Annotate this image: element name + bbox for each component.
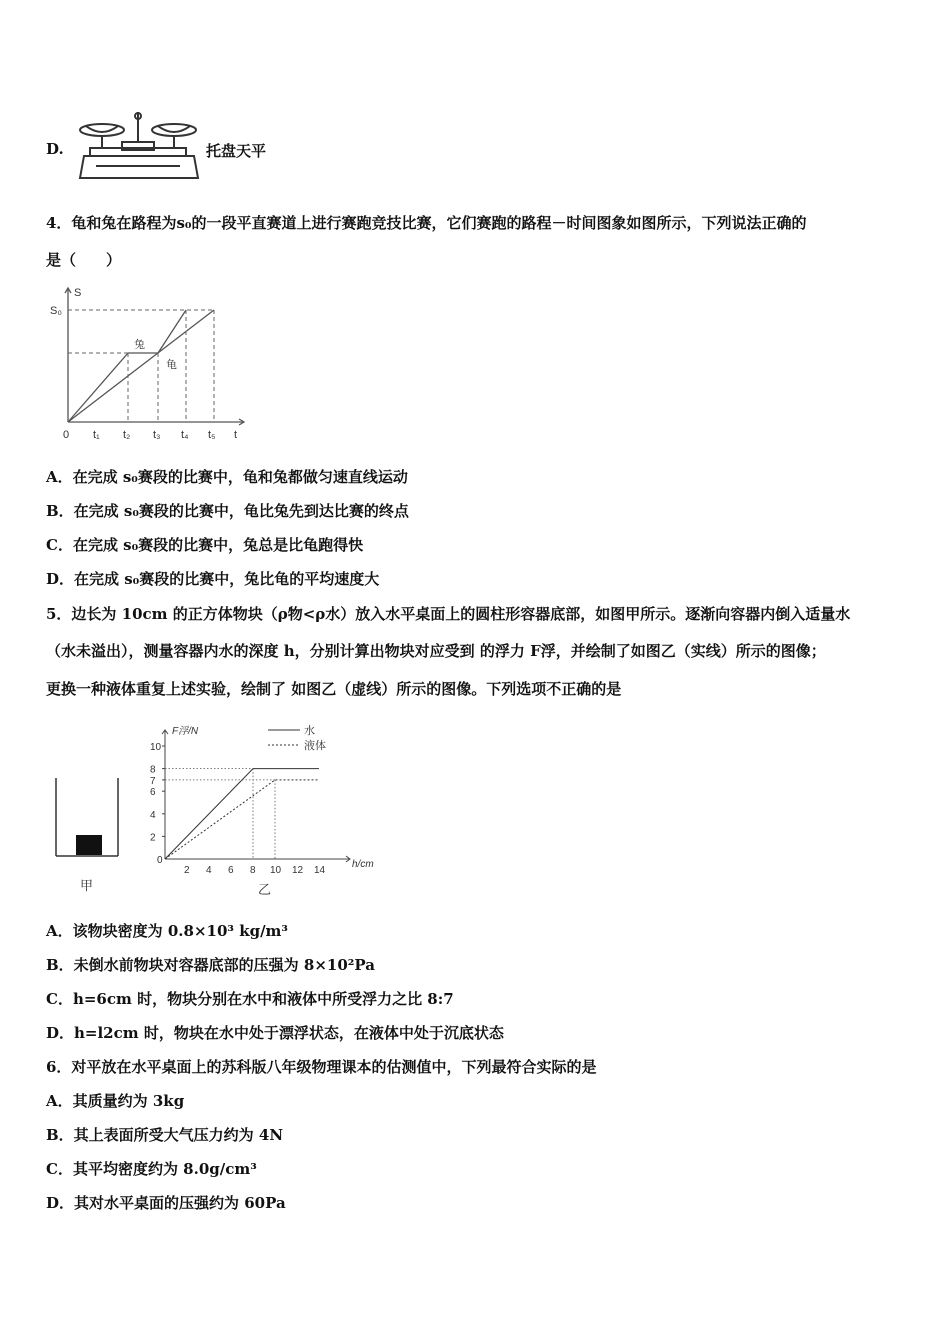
y-axis-label: S	[74, 287, 82, 299]
x-tick-t3: t₃	[153, 429, 161, 441]
q3-option-d	[46, 140, 64, 158]
q4-option-a: A．在完成 s₀赛段的比赛中，龟和兔都做匀速直线运动	[46, 468, 408, 486]
x-tick-label: 14	[314, 865, 326, 876]
fig-yi-label: 乙	[258, 882, 272, 897]
tortoise-label: 龟	[166, 359, 177, 371]
q5-option-c: C．h=6cm 时，物块分别在水中和液体中所受浮力之比 8:7	[46, 990, 454, 1008]
y-tick-label: 4	[150, 809, 156, 821]
y-tick-s0: S₀	[50, 305, 62, 317]
q4-stem-line2: 是（ ）	[46, 251, 122, 269]
q5-option-b: B．未倒水前物块对容器底部的压强为 8×10²Pa	[46, 956, 375, 974]
balance-figure	[76, 108, 202, 184]
tortoise-line	[68, 310, 214, 422]
fig-jia-label: 甲	[80, 878, 94, 893]
y-tick-label: 6	[150, 787, 156, 799]
x-axis-label: t	[234, 429, 238, 441]
q5-option-d: D．h=l2cm 时，物块在水中处于漂浮状态，在液体中处于沉底状态	[46, 1024, 504, 1042]
x-tick-t1: t₁	[93, 429, 100, 441]
x-tick-label: 8	[250, 865, 256, 876]
q4-st-graph	[46, 282, 256, 442]
q5-stem-line3: 更换一种液体重复上述实验，绘制了 如图乙（虚线）所示的图像。下列选项不正确的是	[46, 680, 622, 698]
q6-option-d: D．其对水平桌面的压强约为 60Pa	[46, 1194, 286, 1212]
q6-option-a: A．其质量约为 3kg	[46, 1092, 185, 1110]
fig-jia-container	[50, 772, 130, 902]
option-prefix: D.	[46, 140, 64, 158]
x-tick-label: 10	[270, 865, 282, 876]
origin-label: 0	[157, 855, 163, 866]
q6-option-c: C．其平均密度约为 8.0g/cm³	[46, 1160, 257, 1178]
q5-option-a: A．该物块密度为 0.8×10³ kg/m³	[46, 922, 288, 940]
x-tick-label: 4	[206, 865, 212, 876]
x-tick-label: 12	[292, 865, 304, 876]
cube-block	[76, 835, 102, 855]
y-tick-label: 8	[150, 764, 156, 776]
series-water-line	[165, 769, 319, 859]
q5-stem-line2: （水未溢出），测量容器内水的深度 h，分别计算出物块对应受到 的浮力 F浮，并绘制了如图乙（实线）所示的图像；	[46, 642, 826, 660]
rabbit-seg2	[158, 310, 186, 353]
x-tick-label: 6	[228, 865, 234, 876]
q6-stem: 6．对平放在水平桌面上的苏科版八年级物理课本的估测值中，下列最符合实际的是	[46, 1058, 597, 1076]
y-tick-label: 10	[150, 742, 162, 753]
rabbit-label: 兔	[134, 339, 145, 351]
balance-caption: 托盘天平	[206, 142, 267, 160]
rabbit-seg1	[68, 353, 128, 422]
q4-stem-line1: 4．龟和兔在路程为s₀的一段平直赛道上进行赛跑竞技比赛，它们赛跑的路程－时间图象如图所示，下列说法正确的	[46, 214, 807, 232]
q5-stem-line1: 5．边长为 10cm 的正方体物块（ρ物<ρ水）放入水平桌面上的圆柱形容器底部，如图甲所示。逐渐向容器内倒入适量水	[46, 605, 851, 623]
x-tick-t5: t₅	[208, 429, 216, 441]
fig-yi-chart	[140, 712, 390, 902]
x-axis-label: h/cm	[352, 859, 374, 870]
q4-option-b: B．在完成 s₀赛段的比赛中，龟比兔先到达比赛的终点	[46, 502, 409, 520]
y-axis-label: F浮/N	[172, 726, 199, 737]
q4-option-c: C．在完成 s₀赛段的比赛中，兔总是比龟跑得快	[46, 536, 364, 554]
y-tick-label: 7	[150, 775, 156, 787]
q6-option-b: B．其上表面所受大气压力约为 4N	[46, 1126, 284, 1144]
x-tick-t4: t₄	[181, 429, 189, 441]
x-tick-t2: t₂	[123, 429, 131, 441]
series-liquid-line	[165, 780, 319, 859]
q4-option-d: D．在完成 s₀赛段的比赛中，兔比龟的平均速度大	[46, 570, 380, 588]
y-tick-label: 2	[150, 832, 156, 844]
origin-label: 0	[63, 429, 70, 441]
legend-water-label: 水	[304, 725, 315, 737]
x-tick-label: 2	[184, 865, 190, 876]
legend-liquid-label: 液体	[304, 740, 326, 752]
